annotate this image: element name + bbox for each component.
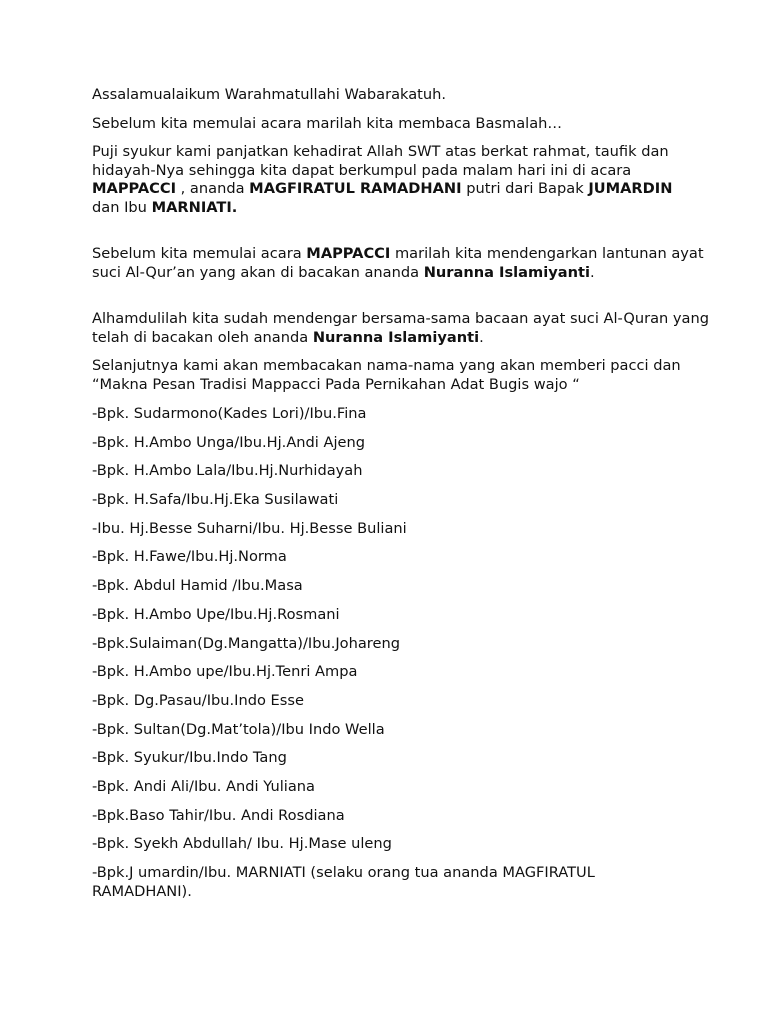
list-item: -Bpk. H.Ambo Lala/Ibu.Hj.Nurhidayah — [92, 462, 363, 480]
quran-intro-paragraph — [92, 245, 704, 282]
list-item: -Bpk. H.Safa/Ibu.Hj.Eka Susilawati — [92, 491, 339, 509]
gratitude-text-2: putri dari Bapak — [461, 180, 589, 197]
gratitude-text-3: dan Ibu — [92, 198, 152, 216]
reciter-name: Nuranna Islamiyanti — [423, 263, 590, 281]
reciter-name: Nuranna Islamiyanti — [312, 328, 480, 346]
quran-intro-text-3: suci Al-Qur’an yang akan di bacakan ananda — [92, 263, 424, 281]
document-page — [92, 86, 710, 901]
alhamdulillah-line-1: Alhamdulilah kita sudah mendengar bersama-sama bacaan ayat suci Al-Quran yang — [92, 310, 710, 327]
parents-line-2: RAMADHANI). — [92, 882, 192, 900]
names-list — [92, 405, 682, 901]
list-item: -Bpk.Sulaiman(Dg.Mangatta)/Ibu.Johareng — [92, 634, 400, 652]
list-item: -Bpk. Sultan(Dg.Mat’tola)/Ibu Indo Wella — [92, 720, 385, 738]
event-name: MAPPACCI — [92, 180, 177, 197]
list-item: -Bpk. Abdul Hamid /Ibu.Masa — [92, 577, 303, 595]
parents-line-1: -Bpk.J umardin/Ibu. MARNIATI (selaku orang tua ananda MAGFIRATUL — [92, 864, 595, 881]
alhamdulillah-text-1: telah di bacakan oleh ananda — [92, 328, 313, 346]
pacci-intro-line-1: Selanjutnya kami akan membacakan nama-nama yang akan memberi pacci dan — [92, 357, 681, 374]
list-item-parents — [92, 864, 682, 901]
event-name: MAPPACCI — [306, 245, 391, 262]
gratitude-paragraph — [92, 143, 682, 217]
gratitude-text-1: , ananda — [176, 180, 250, 197]
list-item: -Bpk. H.Ambo Upe/Ibu.Hj.Rosmani — [92, 605, 340, 623]
list-item: -Bpk. Sudarmono(Kades Lori)/Ibu.Fina — [92, 405, 367, 422]
gratitude-line-1: Puji syukur kami panjatkan kehadirat Allah SWT atas berkat rahmat, taufik dan — [92, 143, 669, 160]
list-item: -Bpk. H.Ambo upe/Ibu.Hj.Tenri Ampa — [92, 663, 358, 681]
list-item: -Bpk. Dg.Pasau/Ibu.Indo Esse — [92, 691, 304, 709]
greeting-text: Assalamualaikum Warahmatullahi Wabarakatuh. — [92, 86, 447, 103]
alhamdulillah-text-2: . — [479, 328, 484, 346]
greeting — [92, 86, 682, 105]
quran-intro-text-2: marilah kita mendengarkan lantunan ayat — [390, 245, 704, 262]
pacci-intro-line-2: “Makna Pesan Tradisi Mappacci Pada Pernikahan Adat Bugis wajo “ — [92, 375, 580, 393]
gratitude-line-2: hidayah-Nya sehingga kita dapat berkumpul pada malam hari ini di acara — [92, 161, 632, 179]
list-item: -Bpk. H.Ambo Unga/Ibu.Hj.Andi Ajeng — [92, 433, 366, 451]
list-item: -Ibu. Hj.Besse Suharni/Ibu. Hj.Besse Buliani — [92, 519, 407, 537]
list-item: -Bpk. H.Fawe/Ibu.Hj.Norma — [92, 548, 287, 566]
list-item: -Bpk.Baso Tahir/Ibu. Andi Rosdiana — [92, 806, 345, 824]
pacci-intro-paragraph — [92, 357, 682, 394]
mother-name: MARNIATI. — [151, 198, 238, 216]
father-name: JUMARDIN — [588, 180, 673, 197]
list-item: -Bpk. Syukur/Ibu.Indo Tang — [92, 749, 287, 767]
quran-intro-text-1: Sebelum kita memulai acara — [92, 245, 307, 262]
basmalah-paragraph — [92, 115, 682, 134]
bride-name: MAGFIRATUL RAMADHANI — [249, 180, 462, 197]
alhamdulillah-paragraph — [92, 310, 710, 347]
basmalah-text: Sebelum kita memulai acara marilah kita membaca Basmalah… — [92, 114, 562, 132]
list-item: -Bpk. Andi Ali/Ibu. Andi Yuliana — [92, 777, 315, 795]
quran-intro-text-4: . — [589, 263, 595, 281]
list-item: -Bpk. Syekh Abdullah/ Ibu. Hj.Mase uleng — [92, 835, 392, 853]
